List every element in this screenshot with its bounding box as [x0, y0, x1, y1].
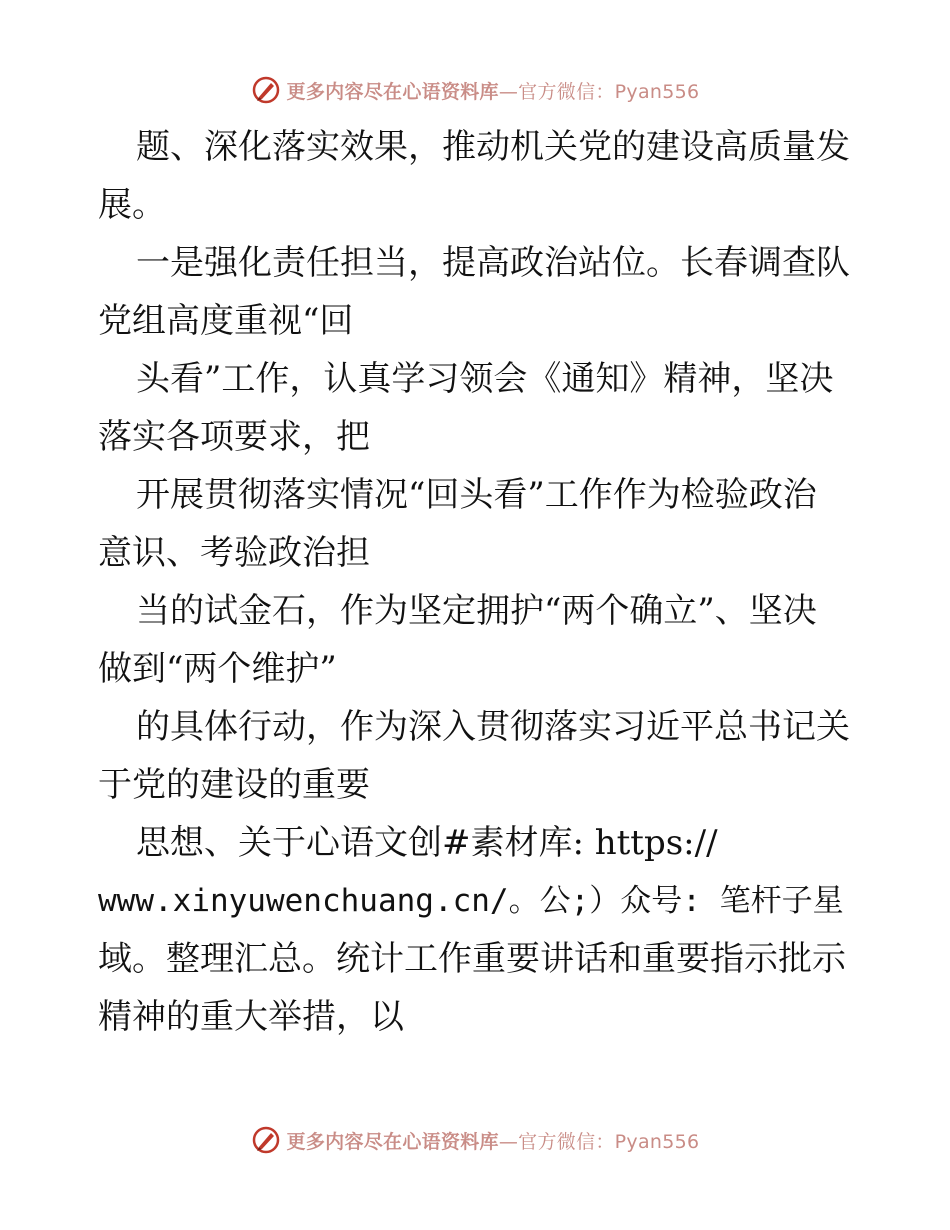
- body-line: 题、深化落实效果，推动机关党的建设高质量发: [136, 127, 850, 167]
- footer-brand: 更多内容尽在心语资料库: [286, 1130, 499, 1153]
- header-banner: [0, 70, 950, 110]
- footer-banner: [0, 1120, 950, 1160]
- footer-tail: 官方微信：Pyan556: [518, 1130, 700, 1153]
- body-line: 当的试金石，作为坚定拥护“两个确立”、坚决: [136, 591, 817, 631]
- header-tail: 官方微信：Pyan556: [518, 80, 700, 103]
- footer-text: [287, 1127, 700, 1154]
- body-line: 意识、考验政治担: [98, 533, 370, 573]
- body-line: 开展贯彻落实情况“回头看”工作作为检验政治: [136, 475, 817, 515]
- document-body: [98, 118, 858, 1046]
- pen-logo-icon: [251, 75, 281, 105]
- header-text: [287, 77, 700, 104]
- body-line: 于党的建设的重要: [98, 765, 370, 805]
- body-line: 的具体行动，作为深入贯彻落实习近平总书记关: [136, 707, 850, 747]
- body-line: 域。整理汇总。统计工作重要讲话和重要指示批示: [98, 939, 846, 979]
- body-line: 展。: [98, 185, 166, 225]
- body-line: 头看”工作，认真学习领会《通知》精神，坚决: [136, 359, 834, 399]
- body-line: www.xinyuwenchuang.cn/。公;）众号: 笔杆子星: [98, 883, 844, 919]
- body-line: 精神的重大举措，以: [98, 997, 404, 1037]
- body-line: 党组高度重视“回: [98, 301, 354, 341]
- body-line: 做到“两个维护”: [98, 649, 337, 689]
- header-dash: —: [498, 80, 519, 103]
- footer-dash: —: [498, 1130, 519, 1153]
- header-brand: 更多内容尽在心语资料库: [286, 80, 499, 103]
- body-line: 思想、关于心语文创#素材库: https://: [136, 823, 718, 863]
- body-line: 一是强化责任担当，提高政治站位。长春调查队: [136, 243, 850, 283]
- pen-logo-icon: [251, 1125, 281, 1155]
- body-line: 落实各项要求，把: [98, 417, 370, 457]
